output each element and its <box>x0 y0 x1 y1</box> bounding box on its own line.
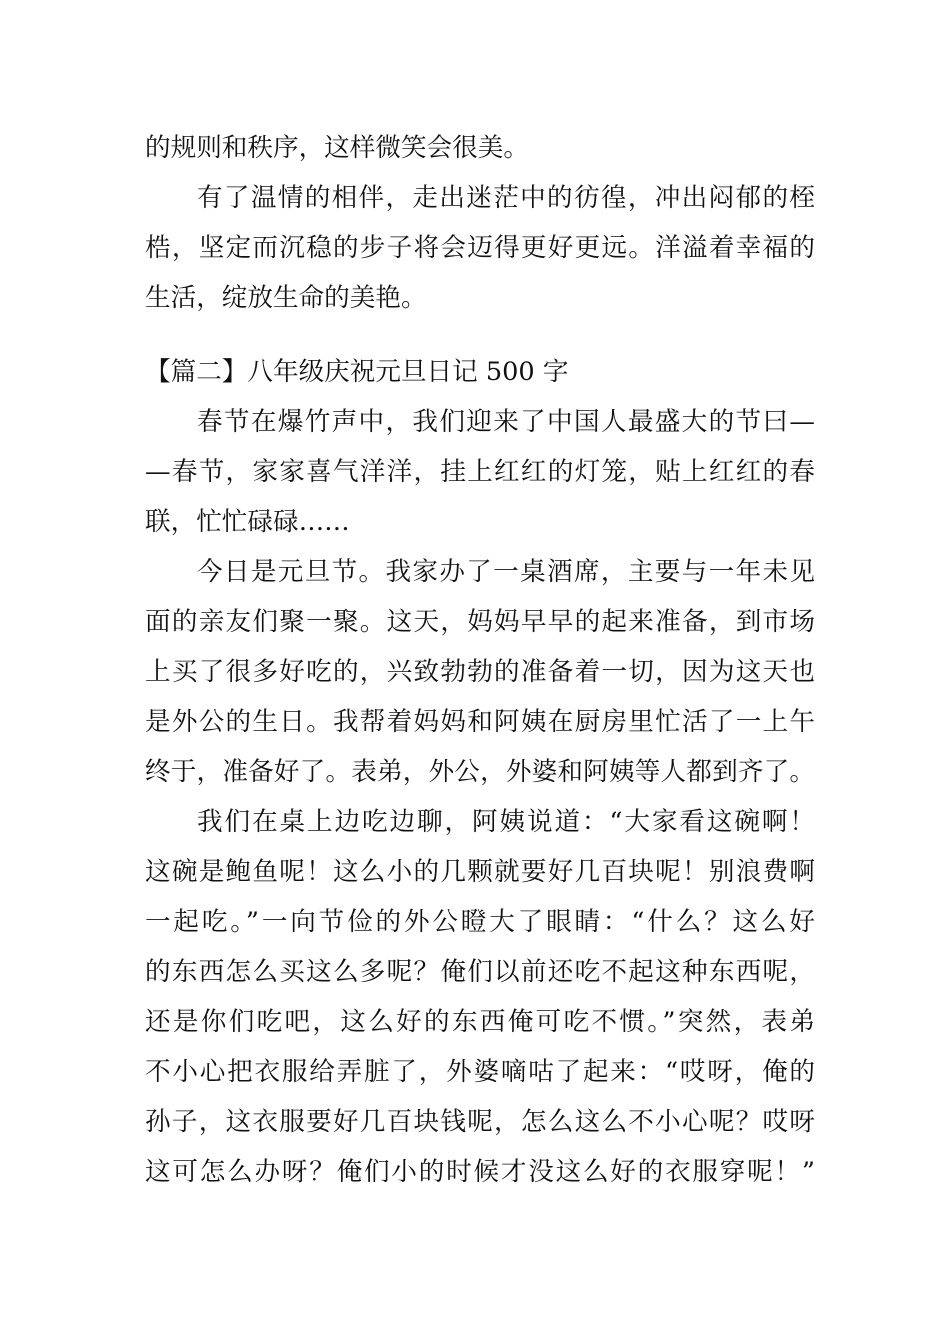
paragraph-line: 上买了很多好吃的，兴致勃勃的准备着一切，因为这天也 <box>145 657 815 687</box>
paragraph-line: 还是你们吃吧，这么好的东西俺可吃不惯。”突然，表弟 <box>145 1007 815 1037</box>
paragraph-line: 今日是元旦节。我家办了一桌酒席，主要与一年未见 <box>197 557 815 587</box>
paragraph-line: 春节在爆竹声中，我们迎来了中国人最盛大的节曰— <box>197 407 815 437</box>
paragraph-line: 联，忙忙碌碌…… <box>145 507 350 537</box>
paragraph-line: 终于，准备好了。表弟，外公，外婆和阿姨等人都到齐了。 <box>145 757 815 787</box>
paragraph-line: 梏，坚定而沉稳的步子将会迈得更好更远。洋溢着幸福的 <box>145 233 815 263</box>
paragraph-line: 这碗是鲍鱼呢！这么小的几颗就要好几百块呢！别浪费啊 <box>145 857 815 887</box>
paragraph-line: —春节，家家喜气洋洋，挂上红红的灯笼，贴上红红的春 <box>145 457 815 487</box>
paragraph-line: 是外公的生日。我帮着妈妈和阿姨在厨房里忙活了一上午 <box>145 707 815 737</box>
paragraph-line: 生活，绽放生命的美艳。 <box>145 283 427 313</box>
paragraph-line: 的规则和秩序，这样微笑会很美。 <box>145 133 529 163</box>
paragraph-line: 孙子，这衣服要好几百块钱呢，怎么这么不小心呢？哎呀 <box>145 1107 815 1137</box>
section-heading: 【篇二】八年级庆祝元旦日记 500 字 <box>145 357 569 387</box>
paragraph-line: 面的亲友们聚一聚。这天，妈妈早早的起来准备，到市场 <box>145 607 815 637</box>
paragraph-line: 一起吃。”一向节俭的外公瞪大了眼睛：“什么？这么好 <box>145 907 815 937</box>
paragraph-line: 我们在桌上边吃边聊，阿姨说道：“大家看这碗啊！ <box>197 807 815 837</box>
paragraph-line: 不小心把衣服给弄脏了，外婆嘀咕了起来：“哎呀，俺的 <box>145 1057 815 1087</box>
paragraph-line: 有了温情的相伴，走出迷茫中的彷徨，冲出闷郁的桎 <box>197 183 815 213</box>
paragraph-line: 这可怎么办呀？俺们小的时候才没这么好的衣服穿呢！” <box>145 1157 815 1187</box>
paragraph-line: 的东西怎么买这么多呢？俺们以前还吃不起这种东西呢， <box>145 957 815 987</box>
